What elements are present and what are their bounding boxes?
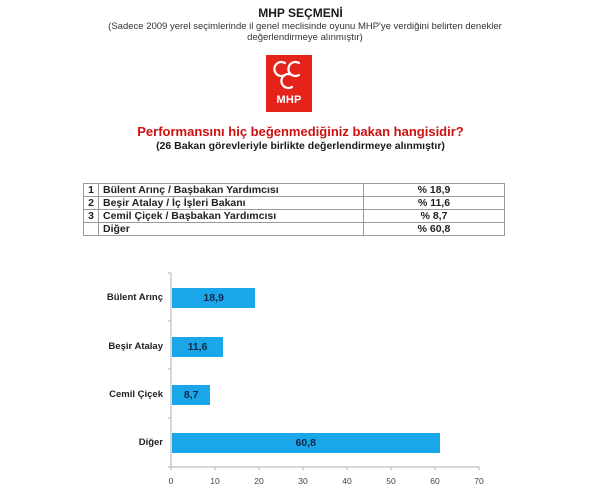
bar-value-label: 60,8 [295,437,316,449]
x-tick-label: 20 [254,476,264,486]
logo-text: MHP [276,94,302,106]
x-tick-label: 40 [342,476,352,486]
x-tick-label: 70 [474,476,484,486]
bar-value-label: 8,7 [183,389,199,401]
name-cell: Cemil Çiçek / Başbakan Yardımcısı [99,210,364,223]
name-cell: Beşir Atalay / İç İşleri Bakanı [99,197,364,210]
page-title: MHP SEÇMENİ [258,6,343,20]
x-tick-label: 30 [298,476,308,486]
rank-cell: 2 [84,197,99,210]
subtitle-line-1: (Sadece 2009 yerel seçimlerinde il genel meclisinde oyunu MHP'ye verdiğini belirten denekler [108,21,502,32]
value-cell: % 60,8 [364,223,505,236]
value-cell: % 18,9 [364,184,505,197]
rank-cell: 3 [84,210,99,223]
value-cell: % 8,7 [364,210,505,223]
subtitle-line-2: değerlendirmeye alınmıştır) [247,32,363,43]
name-cell: Bülent Arınç / Başbakan Yardımcısı [99,184,364,197]
x-tick-label: 50 [386,476,396,486]
category-label: Bülent Arınç [106,292,163,303]
category-label: Cemil Çiçek [109,389,163,400]
category-label: Beşir Atalay [108,341,163,352]
x-tick-label: 60 [430,476,440,486]
question-title: Performansını hiç beğenmediğiniz bakan hangisidir? [137,124,464,139]
value-cell: % 11,6 [364,197,505,210]
rank-cell: 1 [84,184,99,197]
question-note: (26 Bakan görevleriyle birlikte değerlendirmeye alınmıştır) [156,140,445,152]
name-cell: Diğer [99,223,364,236]
bar-value-label: 11,6 [187,341,208,353]
x-tick-label: 0 [168,476,174,486]
x-tick-label: 10 [210,476,220,486]
bar-value-label: 18,9 [203,292,224,304]
category-label: Diğer [138,437,163,448]
